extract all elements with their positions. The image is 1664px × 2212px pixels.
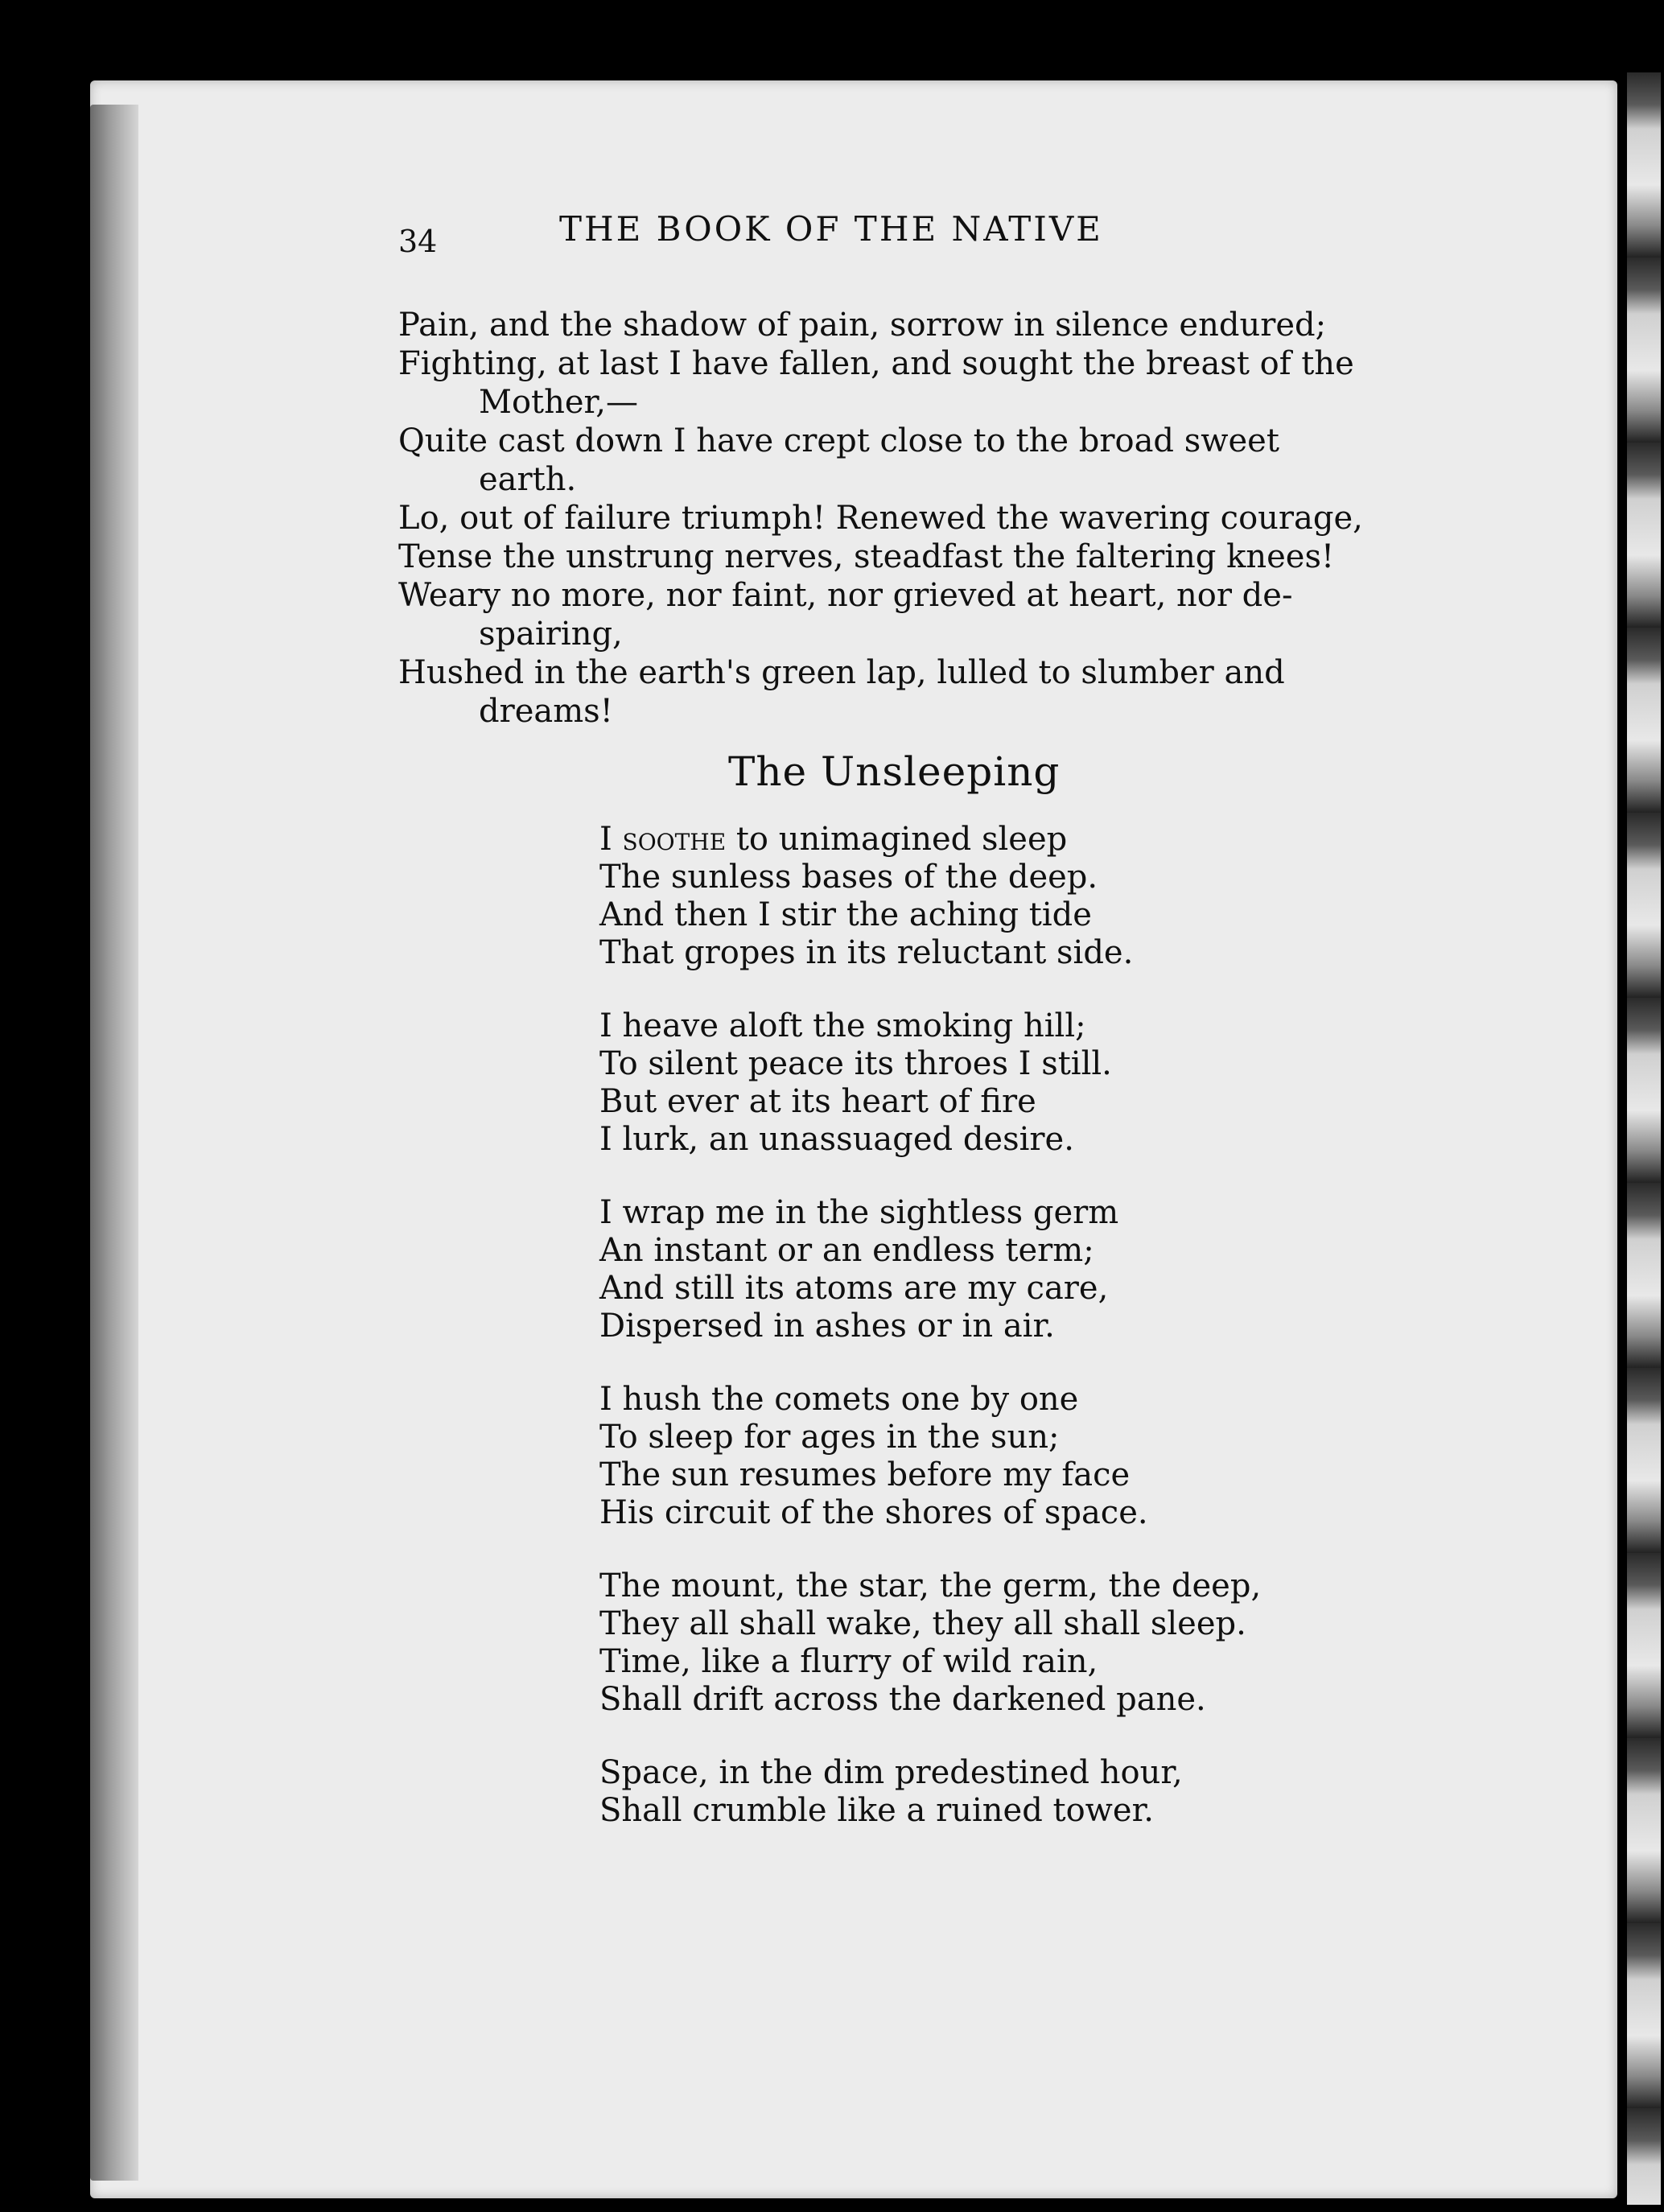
verse-line: And then I stir the aching tide <box>599 896 1092 933</box>
verse-line: Shall drift across the darkened pane. <box>599 1681 1206 1718</box>
previous-poem-ending <box>398 306 1404 731</box>
verse-line: Dispersed in ashes or in air. <box>599 1308 1055 1345</box>
verse-line: That gropes in its reluctant side. <box>599 934 1134 971</box>
verse-line: I wrap me in the sightless germ <box>599 1194 1119 1231</box>
verse-line: But ever at its heart of fire <box>599 1083 1036 1120</box>
verse-line: I heave aloft the smoking hill; <box>599 1007 1086 1044</box>
verse-line: Lo, out of failure triumph! Renewed the wavering courage, <box>398 500 1363 537</box>
verse-line-continuation: dreams! <box>479 693 613 730</box>
page-number: 34 <box>398 224 438 259</box>
verse-line: And still its atoms are my care, <box>599 1270 1109 1307</box>
page-binding-edge <box>90 105 138 2181</box>
verse-line-first <box>599 821 1261 859</box>
verse-line-continuation: spairing, <box>479 616 623 653</box>
running-title: THE BOOK OF THE NATIVE <box>559 209 1103 249</box>
verse-line: Hushed in the earth's green lap, lulled to slumber and <box>398 654 1285 691</box>
verse-line: Space, in the dim predestined hour, <box>599 1754 1183 1791</box>
verse-line: His circuit of the shores of space. <box>599 1494 1148 1531</box>
verse-line: I hush the comets one by one <box>599 1381 1079 1418</box>
verse-line-continuation: earth. <box>479 461 577 498</box>
verse-line: The mount, the star, the germ, the deep, <box>599 1567 1262 1604</box>
verse-line: They all shall wake, they all shall sleep. <box>599 1605 1246 1642</box>
verse-line: Time, like a flurry of wild rain, <box>599 1643 1098 1680</box>
verse-line: The sun resumes before my face <box>599 1456 1131 1493</box>
verse-line: Tense the unstrung nerves, steadfast the faltering knees! <box>398 538 1335 575</box>
opening-word: I soothe <box>599 821 727 858</box>
verse-line: To sleep for ages in the sun; <box>599 1419 1060 1456</box>
page-header <box>398 209 1400 266</box>
stanza <box>599 821 1261 972</box>
first-line-text: to unimagined sleep <box>726 821 1068 858</box>
stanza <box>599 1194 1261 1345</box>
verse-line-continuation: Mother,— <box>479 384 638 421</box>
verse-line: I lurk, an unassuaged desire. <box>599 1121 1074 1158</box>
poem-title: The Unsleeping <box>728 748 1061 795</box>
verse-line: An instant or an endless term; <box>599 1232 1094 1269</box>
adjacent-page-edge <box>1627 72 1661 2205</box>
stanza <box>599 1754 1261 1830</box>
poem-body <box>599 821 1261 1865</box>
verse-line: Shall crumble like a ruined tower. <box>599 1792 1155 1829</box>
stanza <box>599 1007 1261 1159</box>
verse-line: Fighting, at last I have fallen, and sought the breast of the <box>398 345 1354 382</box>
verse-line: To silent peace its throes I still. <box>599 1045 1112 1082</box>
stanza <box>599 1567 1261 1719</box>
verse-line: Weary no more, nor faint, nor grieved at heart, nor de- <box>398 577 1293 614</box>
verse-line: The sunless bases of the deep. <box>599 859 1098 896</box>
verse-line: Pain, and the shadow of pain, sorrow in silence endured; <box>398 307 1327 344</box>
verse-line: Quite cast down I have crept close to the broad sweet <box>398 422 1279 459</box>
stanza <box>599 1381 1261 1532</box>
